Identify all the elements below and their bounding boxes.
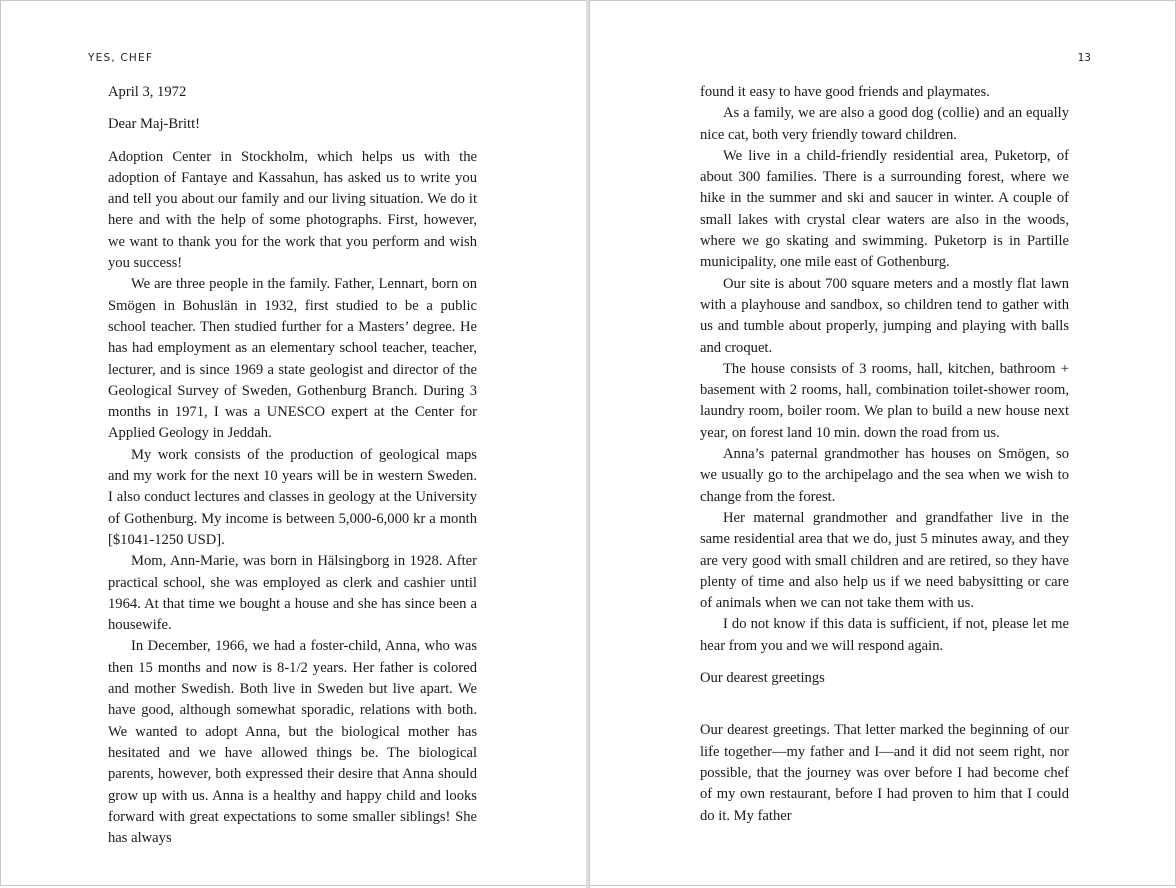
left-page-text [108, 82, 477, 849]
paragraph: Mom, Ann-Marie, was born in Hälsingborg in 1928. After practical school, she was employed as clerk and cashier until 1964. At that time we bought a house and she has since been a housewife. [108, 553, 477, 634]
page-number: 13 [1077, 52, 1091, 64]
running-head: YES, CHEF [88, 52, 154, 64]
paragraph: Our site is about 700 square meters and a mostly flat lawn with a playhouse and sandbox, so children tend to gather with us and tumble about properly, jumping and playing with balls and croquet. [700, 275, 1069, 356]
paragraph: Her maternal grandmother and grandfather live in the same residential area that we do, just 5 minutes away, and they are very good with small children and are retired, so they have plenty of time and also help us if we need babysitting or care of animals when we can not take them with us. [700, 509, 1069, 612]
letter-salutation: Dear Maj-Britt! [108, 116, 200, 133]
paragraph: I do not know if this data is sufficient, if not, please let me hear from you and we will respond again. [700, 616, 1069, 654]
paragraph: Adoption Center in Stockholm, which helps us with the adoption of Fantaye and Kassahun, has asked us to write you and tell you about our family and our living situation. We do it here and with the help of some photographs. First, however, we want to thank you for the work that you perform and wish you success! [108, 148, 477, 272]
paragraph: We are three people in the family. Father, Lennart, born on Smögen in Bohuslän in 1932, first studied to be a public school teacher. Then studied further for a Masters’ degree. He has had employment as an elementary school teacher, teacher, lecturer, and is since 1969 a state geologist and director of the Geological Survey of Sweden, Gothenburg Branch. During 3 months in 1971, I was a UNESCO expert at the Center for Applied Geology in Jeddah. [108, 276, 477, 442]
paragraph: We live in a child-friendly residential area, Puketorp, of about 300 families. There is a surrounding forest, where we hike in the summer and ski and saucer in winter. A couple of small lakes with crystal clear waters are also in the woods, where we go skating and swimming. Puketorp is in Partille municipality, one mile east of Gothenburg. [700, 147, 1069, 271]
paragraph: My work consists of the production of geological maps and my work for the next 10 years will be in western Sweden. I also conduct lectures and classes in geology at the University of Gothenburg. My income is between 5,000-6,000 kr a month [$1041-1250 USD]. [108, 446, 477, 548]
letter-closing: Our dearest greetings [700, 670, 825, 687]
narrative-paragraph: Our dearest greetings. That letter marked the beginning of our life together—my father and I—and it did not seem right, nor possible, that the journey was over before I had become chef of my own restaurant, before I had proven to him that I could do it. My father [700, 722, 1069, 824]
right-page-text [700, 82, 1069, 827]
paragraph: As a family, we are also a good dog (collie) and an equally nice cat, both very friendly toward children. [700, 105, 1069, 143]
paragraph: Anna’s paternal grandmother has houses on Smögen, so we usually go to the archipelago and the sea when we wish to change from the forest. [700, 446, 1069, 505]
right-page [589, 0, 1176, 886]
paragraph: The house consists of 3 rooms, hall, kitchen, bathroom + basement with 2 rooms, hall, combination toilet-shower room, laundry room, boiler room. We plan to build a new house next year, on forest land 10 min. down the road from us. [700, 360, 1069, 441]
paragraph: In December, 1966, we had a foster-child, Anna, who was then 15 months and now is 8-1/2 years. Her father is colored and mother Swedish. Both live in Sweden but live apart. We have good, although somewhat sporadic, relations with both. We wanted to adopt Anna, but the biological mother has hesitated and we have allowed things be. The biological parents, however, both expressed their desire that Anna should grow up with us. Anna is a healthy and happy child and looks forward with great expectations to some smaller siblings! She has always [108, 638, 477, 847]
letter-date: April 3, 1972 [108, 84, 187, 100]
left-page [0, 0, 588, 886]
continued-paragraph: found it easy to have good friends and playmates. [700, 84, 990, 100]
